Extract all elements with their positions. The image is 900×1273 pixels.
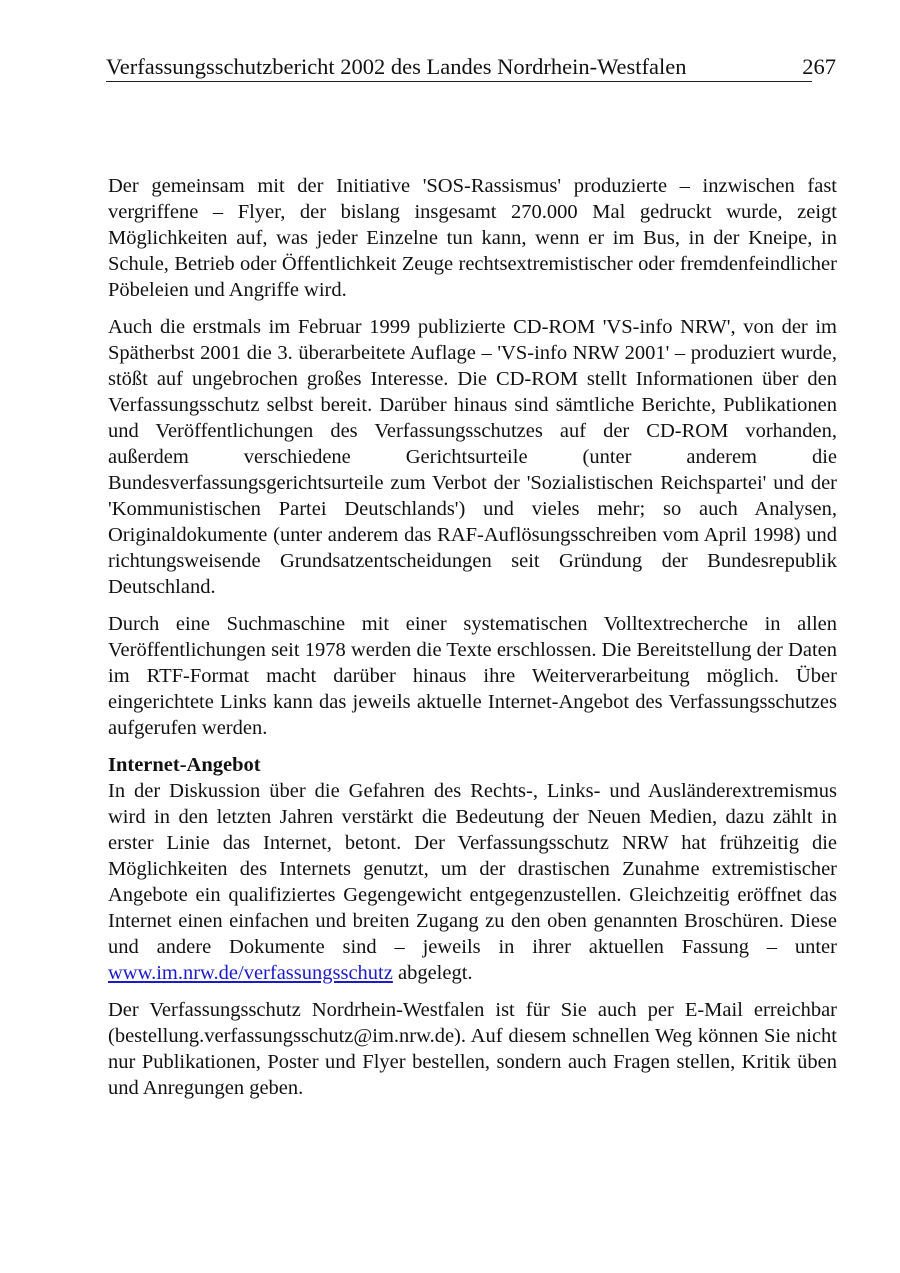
paragraph-internet-text: In der Diskussion über die Gefahren des Rechts-, Links- und Ausländerextremismus wird in den letzten Jahren verstärkt die Bedeutung der Neuen Medien, dazu zählt in erster Linie das Internet, betont. Der Verfassungsschutz NRW hat frühzeitig die Möglichkeiten des Internets genutzt, um der drastischen Zunahme extremistischer Angebote ein qualifiziertes Gegengewicht entgegenzustellen. Gleichzeitig eröffnet das Internet einen einfachen und breiten Zugang zu den oben genannten Broschüren. Diese und andere Dokumente sind – jeweils in ihrer aktuellen Fassung – unter (108, 780, 837, 958)
paragraph-cd-rom: Auch die erstmals im Februar 1999 publizierte CD-ROM 'VS-info NRW', von der im Spätherbst 2001 die 3. überarbeitete Auflage – 'VS-info NRW 2001' – produziert wurde, stößt auf ungebrochen großes Interesse. Die CD-ROM stellt Informationen über den Verfassungsschutz selbst bereit. Darüber hinaus sind sämtliche Berichte, Publikationen und Veröffentlichungen des Verfassungsschutzes auf der CD-ROM vorhanden, außerdem verschiedene Gerichtsurteile (unter anderem die Bundesverfassungsgerichtsurteile zum Verbot der 'Sozialistischen Reichspartei' und der 'Kommunistischen Partei Deutschlands') und vieles mehr; so auch Analysen, Originaldokumente (unter anderem das RAF-Auflösungsschreiben vom April 1998) und richtungsweisende Grundsatzentscheidungen seit Gründung der Bundesrepublik Deutschland. (108, 316, 837, 598)
paragraph-internet-text-end: abgelegt. (392, 962, 473, 984)
paragraph-internet (108, 778, 837, 986)
paragraph-search-engine: Durch eine Suchmaschine mit einer systematischen Volltextrecherche in allen Veröffentlichungen seit 1978 werden die Texte erschlossen. Die Bereitstellung der Daten im RTF-Format macht darüber hinaus ihre Weiterverarbeitung möglich. Über eingerichtete Links kann das jeweils aktuelle Internet-Angebot des Verfassungsschutzes aufgerufen werden. (108, 613, 837, 739)
paragraph-email: Der Verfassungsschutz Nordrhein-Westfalen ist für Sie auch per E-Mail erreichbar (bestellung.verfassungsschutz@im.nrw.de). Auf diesem schnellen Weg können Sie nicht nur Publikationen, Poster und Flyer bestellen, sondern auch Fragen stellen, Kritik üben und Anregungen geben. (108, 999, 837, 1099)
body-text (108, 173, 837, 1112)
header-title: Verfassungsschutzbericht 2002 des Landes Nordrhein-Westfalen (106, 54, 687, 79)
page-number: 267 (802, 54, 836, 79)
paragraph-flyer: Der gemeinsam mit der Initiative 'SOS-Rassismus' produzierte – inzwischen fast vergriffene – Flyer, der bislang insgesamt 270.000 Mal gedruckt wurde, zeigt Möglichkeiten auf, was jeder Einzelne tun kann, wenn er im Bus, in der Kneipe, in Schule, Betrieb oder Öffentlichkeit Zeuge rechtsextremistischer oder fremdenfeindlicher Pöbeleien und Angriffe wird. (108, 175, 837, 301)
verfassungsschutz-website-link[interactable]: www.im.nrw.de/verfassungsschutz (108, 962, 393, 984)
section-heading-internet: Internet-Angebot (108, 754, 261, 776)
header-divider (106, 81, 812, 82)
running-header (106, 52, 836, 82)
